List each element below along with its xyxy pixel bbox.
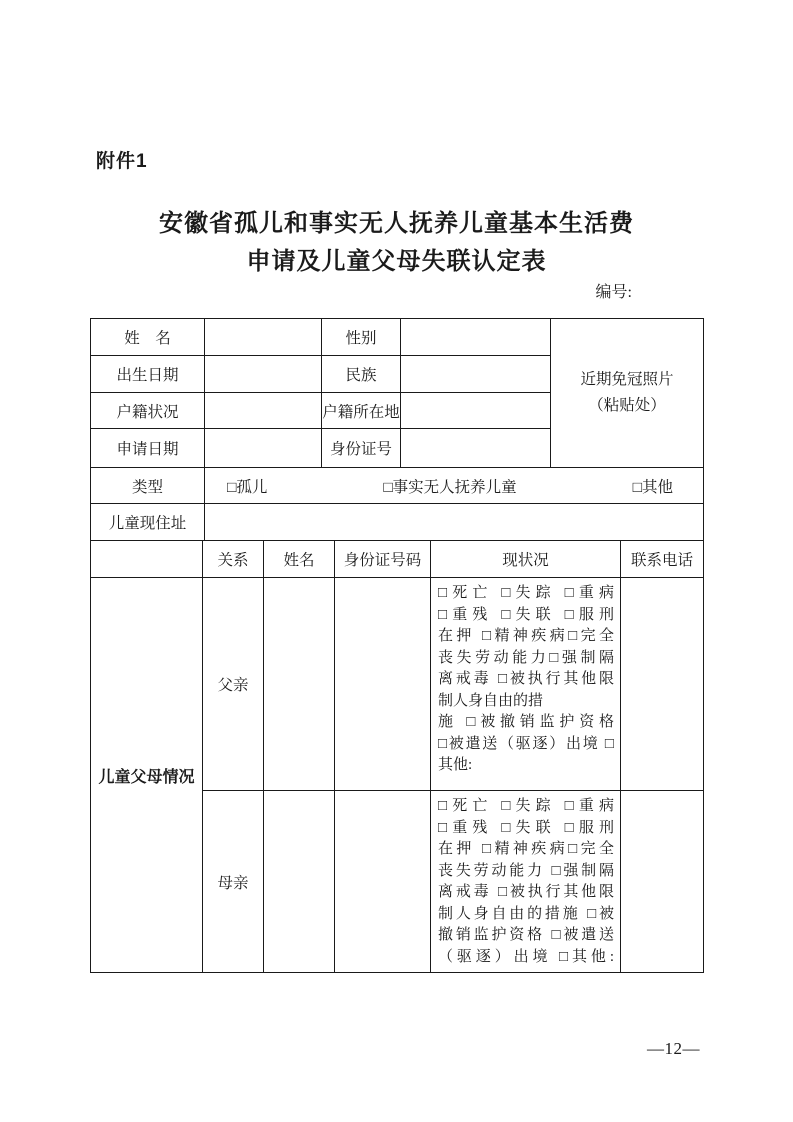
parent-id-header-cell: 身份证号码 — [335, 541, 431, 578]
birthdate-value-cell — [205, 356, 322, 393]
application-form-table — [90, 318, 703, 973]
mother-status-line: 离戒毒 □被执行其他限 — [438, 884, 614, 900]
mother-name-cell — [264, 791, 335, 973]
father-status-line: 丧失劳动能力□强制隔 — [438, 649, 614, 666]
father-status-line: □被遣送（驱逐）出境 □ — [438, 735, 614, 752]
father-status-line: 离戒毒 □被执行其他限 — [438, 671, 614, 687]
gender-label-cell: 性别 — [322, 319, 401, 356]
relation-header-cell: 关系 — [203, 541, 264, 578]
father-status-line: 制人身自由的措 — [438, 692, 544, 709]
father-phone-cell — [621, 578, 704, 791]
household-place-label-cell: 户籍所在地 — [322, 393, 401, 429]
mother-status-line: □死亡 □失踪 □重病 — [438, 798, 614, 814]
type-options-cell — [205, 468, 704, 504]
photo-placeholder-cell — [551, 319, 704, 468]
serial-number-label: 编号: — [595, 284, 632, 301]
mother-status-line: 撤销监护资格 □被遣送 — [438, 927, 614, 943]
ethnicity-label-cell: 民族 — [322, 356, 401, 393]
father-status-line: 在押 □精神疾病□完全 — [438, 628, 614, 644]
photo-label-line1: 近期免冠照片 — [580, 371, 674, 388]
type-option-orphan: □孤儿 — [227, 478, 268, 496]
attachment-label: 附件1 — [96, 151, 148, 172]
name-value-cell — [205, 319, 322, 356]
type-option-de-facto-unsupported: □事实无人抚养儿童 — [383, 478, 517, 496]
parents-info-table — [90, 540, 704, 973]
photo-label-line2: （粘贴处） — [588, 397, 666, 414]
parent-phone-header-cell: 联系电话 — [621, 541, 704, 578]
mother-status-cell — [431, 791, 621, 973]
parent-status-header-cell: 现状况 — [431, 541, 621, 578]
father-status-line: □重残 □失联 □服刑 — [438, 606, 614, 623]
gender-value-cell — [401, 319, 551, 356]
id-number-label-cell: 身份证号 — [322, 429, 401, 468]
address-value-cell — [205, 504, 704, 541]
mother-relation-cell: 母亲 — [203, 791, 264, 973]
mother-status-line: 丧失劳动能力 □强制隔 — [438, 862, 614, 879]
name-label-cell: 姓 名 — [91, 319, 205, 356]
father-name-cell — [264, 578, 335, 791]
household-place-value-cell — [401, 393, 551, 429]
father-status-line: 其他: — [438, 757, 473, 773]
basic-info-table — [90, 318, 704, 541]
apply-date-value-cell — [205, 429, 322, 468]
parents-section-label-cell: 儿童父母情况 — [91, 578, 203, 973]
parents-header-empty-cell — [91, 541, 203, 578]
mother-status-line: 制人身自由的措施 □被 — [438, 905, 614, 922]
page-number: —12— — [647, 1039, 700, 1058]
mother-status-line: （驱逐）出境 □其他: — [438, 948, 614, 965]
father-status-line: 施 □被撤销监护资格 — [438, 714, 614, 730]
form-title-line2: 申请及儿童父母失联认定表 — [246, 248, 547, 275]
mother-phone-cell — [621, 791, 704, 973]
father-relation-cell: 父亲 — [203, 578, 264, 791]
parent-name-header-cell: 姓名 — [264, 541, 335, 578]
id-number-value-cell — [401, 429, 551, 468]
birthdate-label-cell: 出生日期 — [91, 356, 205, 393]
type-label-cell: 类型 — [91, 468, 205, 504]
father-status-line: □死亡 □失踪 □重病 — [438, 585, 614, 601]
mother-id-cell — [335, 791, 431, 973]
address-label-cell: 儿童现住址 — [91, 504, 205, 541]
father-status-cell — [431, 578, 621, 791]
ethnicity-value-cell — [401, 356, 551, 393]
apply-date-label-cell: 申请日期 — [91, 429, 205, 468]
type-option-other: □其他 — [632, 478, 673, 496]
form-title — [0, 205, 793, 281]
household-status-value-cell — [205, 393, 322, 429]
mother-status-line: 在押 □精神疾病□完全 — [438, 841, 614, 857]
father-id-cell — [335, 578, 431, 791]
form-title-line1: 安徽省孤儿和事实无人抚养儿童基本生活费 — [159, 210, 634, 237]
mother-status-line: □重残 □失联 □服刑 — [438, 819, 614, 836]
household-status-label-cell: 户籍状况 — [91, 393, 205, 429]
